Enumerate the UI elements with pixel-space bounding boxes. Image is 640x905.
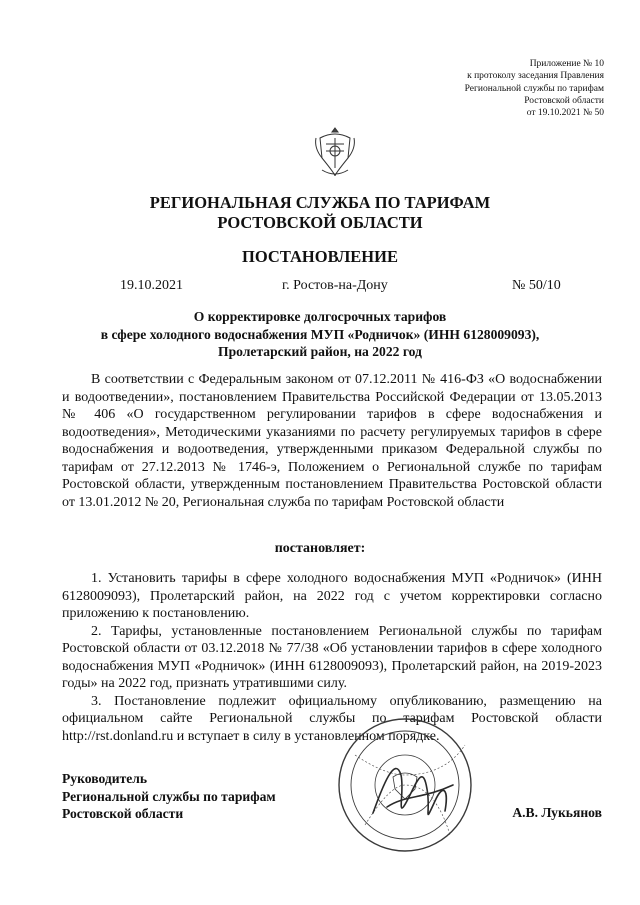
decree-point: 1. Установить тарифы в сфере холодного водоснабжения МУП «Родничок» (ИНН 6128009093), Пролетарский район, на 2022 год с учетом корректировки согласно приложению к постановлению. [62, 571, 602, 621]
appendix-note [465, 58, 604, 119]
signatory-title-line: Ростовской области [62, 806, 184, 821]
organization-name [0, 193, 640, 233]
subject-line: Пролетарский район, на 2022 год [218, 344, 422, 359]
appendix-line: Приложение № 10 [529, 59, 604, 69]
subject-line: в сфере холодного водоснабжения МУП «Родничок» (ИНН 6128009093), [100, 326, 540, 342]
decree-word: постановляет: [274, 541, 366, 556]
appendix-line: Ростовской области [524, 95, 604, 106]
signatory-title-line: Региональной службы по тарифам [62, 788, 276, 804]
signatory-title-line: Руководитель [62, 771, 148, 786]
document-city: г. Ростов-на-Дону [282, 278, 388, 293]
document-type: ПОСТАНОВЛЕНИЕ [242, 247, 398, 266]
decree-points [62, 570, 602, 745]
official-seal-icon [335, 715, 475, 855]
organization-line: РОСТОВСКОЙ ОБЛАСТИ [217, 213, 423, 232]
subject-line: О корректировке долгосрочных тарифов [193, 309, 447, 324]
document-number: № 50/10 [512, 278, 561, 293]
decree-point: 3. Постановление подлежит официальному опубликованию, размещению на официальном сайте Региональной службы по тарифам Ростовской области http://rst.donland.ru и вступает в силу в установленном порядке. [62, 693, 602, 744]
appendix-line: Региональной службы по тарифам [464, 83, 604, 94]
document-subject [0, 308, 640, 361]
appendix-line: к протоколу заседания Правления [467, 71, 604, 82]
appendix-line: от 19.10.2021 № 50 [526, 108, 604, 119]
signatory-title [62, 770, 276, 823]
coat-of-arms-icon [312, 124, 358, 180]
organization-line: РЕГИОНАЛЬНАЯ СЛУЖБА ПО ТАРИФАМ [149, 193, 491, 212]
decree-point: 2. Тарифы, установленные постановлением Региональной службы по тарифам Ростовской области от 03.12.2018 № 77/38 «Об установлении тарифов в сфере холодного водоснабжения МУП «Родничок» (ИНН 6128009093), Пролетарский район, на 2019-2023 годы» на 2022 год, признать утратившими силу. [62, 623, 602, 691]
document-date: 19.10.2021 [120, 278, 183, 293]
signatory-name: А.В. Лукьянов [512, 805, 602, 820]
preamble-paragraph: В соответствии с Федеральным законом от 07.12.2011 № 416-ФЗ «О водоснабжении и водоотведении», постановлением Правительства Российской Федерации от 13.05.2013 № 406 «О государственном регулировании тарифов в сфере водоснабжения и водоотведения», Методическими указаниями по расчету регулируемых тарифов в сфере водоснабжения и водоотведения, утвержденными приказом Федеральной службы по тарифам от 27.12.2013 № 1746-э, Положением о Региональной службе по тарифам Ростовской области, утвержденным постановлением Правительства Ростовской области от 13.01.2012 № 20, Региональная служба по тарифам Ростовской области [62, 372, 602, 510]
